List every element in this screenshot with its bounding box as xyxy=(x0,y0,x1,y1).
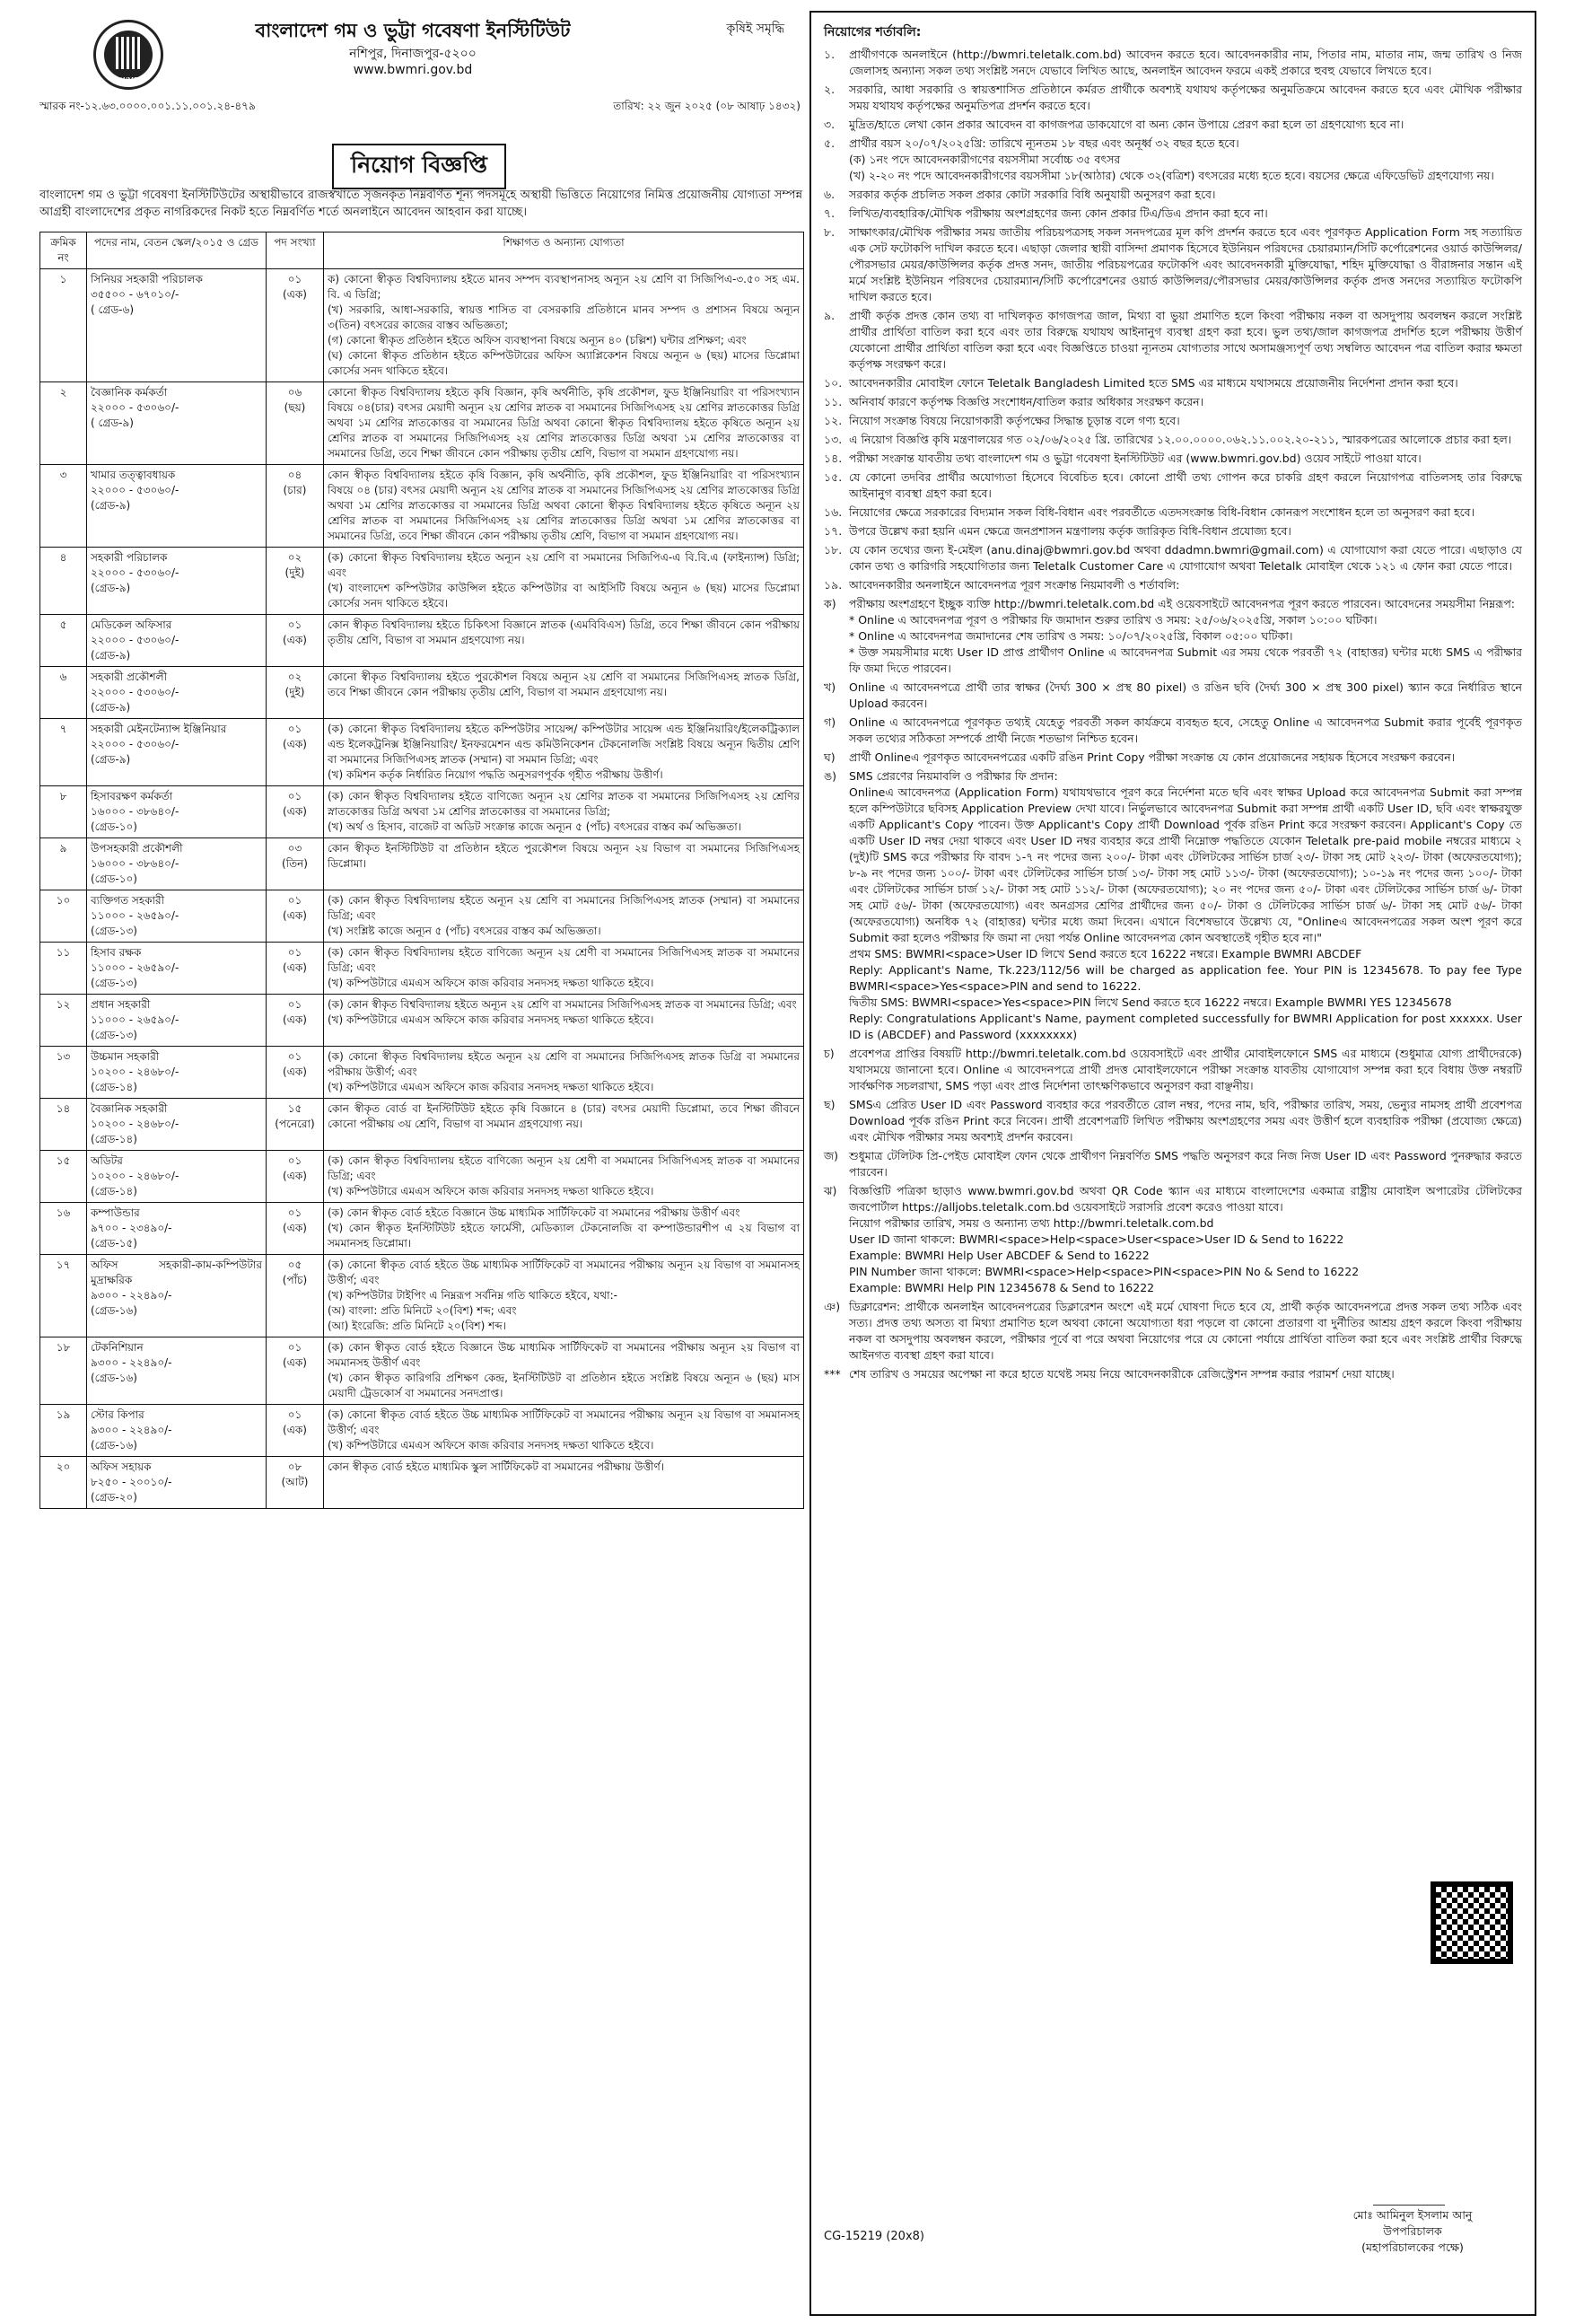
condition-item xyxy=(824,432,1522,448)
ad-code: CG-15219 (20x8) xyxy=(824,2230,924,2243)
count-cell: ০৮ (আট) xyxy=(267,1457,324,1509)
col-header-serial: ক্রমিক নং xyxy=(40,232,87,269)
post-cell: সহকারী মেইনটেন্যান্স ইঞ্জিনিয়ার ২২০০০ - ৫৩০৬০/- (গ্রেড-৯) xyxy=(87,719,267,786)
table-row xyxy=(40,615,804,667)
condition-item xyxy=(824,1183,1522,1296)
count-cell: ০১ (এক) xyxy=(267,615,324,667)
condition-text: SMSএ প্রেরিত User ID এবং Password ব্যবহার করে পরবর্তীতে রোল নম্বর, পদের নাম, ছবি, পরীক্ষার তারিখ, সময়, ভেন্যুর নামসহ প্রার্থী প্রবেশপত্র Download পূর্বক রঙিন Print করে নিবেন। প্রার্থী প্রবেশপত্রটি লিখিত পরীক্ষায় অংশগ্রহণের সময় এবং উত্তীর্ণ হলে ব্যবহারিক পরীক্ষা (প্রযোজ্য ক্ষেত্রে) এবং মৌখিক পরীক্ষার সময় অবশ্যই প্রদর্শন করবেন। xyxy=(849,1098,1522,1144)
serial-cell: ১ xyxy=(40,269,87,382)
condition-number: ১৪. xyxy=(824,452,843,465)
condition-text: ডিক্লারেশন: প্রার্থীকে অনলাইন আবেদনপত্রের ডিক্লারেশন অংশে এই মর্মে ঘোষণা দিতে হবে যে, প্রার্থী কর্তৃক আবেদনপত্রে প্রদত্ত সকল তথ্য সঠিক এবং সত্য। প্রদত্ত তথ্য অসত্য বা মিথ্যা প্রমাণিত হলে অথবা কোনো অযোগ্যতা ধরা পড়লে বা কোনো প্রতারণা বা দুর্নীতির আশ্রয় গ্রহণ করলে কিংবা পরীক্ষায় নকল বা অসদুপায় অবলম্বন করলে, পরীক্ষার পূর্বে বা পরে অথবা নিয়োগের পরে যে কোনো পর্যায়ে প্রার্থিতা বাতিল করা হবে এবং সংশ্লিষ্ট প্রার্থীর বিরুদ্ধে আইনগত ব্যবস্থা গ্রহণ করা যাবে। xyxy=(849,1300,1522,1362)
condition-text: প্রার্থী কর্তৃক প্রদত্ত কোন তথ্য বা দাখিলকৃত কাগজপত্র জাল, মিথ্যা বা ভুয়া প্রমাণিত হলে কিংবা পরীক্ষায় নকল বা অসদুপায় অবলম্বন করলে সংশ্লিষ্ট প্রার্থীর প্রার্থিতা বাতিল করা হবে এবং তার বিরুদ্ধে যথাযথ আইনানুগ ব্যবস্থা গ্রহণ করা হবে। ভুল তথ্য/জাল কাগজপত্র প্রদর্শিত হলে পরীক্ষায় উত্তীর্ণ যেকোনো প্রার্থীর প্রার্থিতা বাতিল করা হবে এবং বিজ্ঞপ্তিতে চাওয়া ন্যূনতম যোগ্যতার সাথে অসামঞ্জস্যপূর্ণ তথ্য সম্বলিত আবেদন পত্র বাতিল করার ক্ষমতা কর্তৃপক্ষ সংরক্ষণ করে। xyxy=(849,309,1522,371)
condition-number: ৯. xyxy=(824,309,836,322)
condition-text: শেষ তারিখ ও সময়ের অপেক্ষা না করে হাতে যথেষ্ট সময় নিয়ে আবেদনকারীকে রেজিস্ট্রেশন সম্পন্ন করার পরামর্শ দেয়া যাচ্ছে। xyxy=(849,1367,1395,1381)
post-cell: উপসহকারী প্রকৌশলী ১৬০০০ - ৩৮৬৪০/- (গ্রেড-১০) xyxy=(87,838,267,890)
condition-text: নিয়োগ সংক্রান্ত বিষয়ে নিয়োগকারী কর্তৃপক্ষের সিদ্ধান্ত চূড়ান্ত বলে গণ্য হবে। xyxy=(849,414,1180,427)
qualification-cell: কোন স্বীকৃত বিশ্ববিদ্যালয় হইতে কৃষি বিজ্ঞান, কৃষি অর্থনীতি, কৃষি প্রকৌশল, ফুড ইঞ্জিনিয়ারিং বা পরিসংখ্যান বিষয়ে ০৪ (চার) বৎসর মেয়াদী অন্যূন ২য় শ্রেণির স্নাতক বা সমমানের সিজিপিএসহ ২য় শ্রেণির স্নাতকোত্তর ডিগ্রি অথবা ১ম শ্রেণির স্নাতকোত্তর বা সমমানের ডিগ্রি অথবা কোনো স্বীকৃত বিশ্ববিদ্যালয় হইতে কৃষিতে অন্যূন ২য় শ্রেণির স্নাতক বা সমমানের সিজিপিএসহ ২য় শ্রেণির স্নাতকোত্তর ডিগ্রি অথবা ১ম শ্রেণির স্নাতকোত্তর বা সমমানের ডিগ্রি, তবে শিক্ষা জীবনে কোন পরীক্ষায় তৃতীয় শ্রেণি, বিভাগ বা সমমান গ্রহণযোগ্য নয়। xyxy=(324,465,804,548)
count-cell: ০৪ (চার) xyxy=(267,465,324,548)
qualification-cell: ক) কোনো স্বীকৃত বিশ্ববিদ্যালয় হইতে মানব সম্পদ ব্যবস্থাপনাসহ অন্যূন ২য় শ্রেণি বা সিজিপিএ-৩.৫০ সহ এম. বি. এ ডিগ্রি; (খ) সরকারি, আধা-সরকারি, স্বায়ত্ত শাসিত বা বেসরকারি প্রতিষ্ঠানে মানব সম্পদ ও প্রশাসন বিষয়ে অন্যূন ৩(তিন) বৎসরের কাজের বাস্তব অভিজ্ঞতা; (গ) কোনো স্বীকৃত প্রতিষ্ঠান হইতে অফিস ব্যবস্থাপনা বিষয়ে অন্যূন ৪০ (চল্লিশ) ঘন্টার প্রশিক্ষণ; এবং (ঘ) কোনো স্বীকৃত প্রতিষ্ঠান হইতে কম্পিউটারের অফিস অ্যাপ্লিকেশন বিষয়ে অন্যূন ৬ (ছয়) মাসের ডিপ্লোমা কোর্সের সনদ থাকিতে হইবে। xyxy=(324,269,804,382)
condition-item xyxy=(824,47,1522,79)
qualification-cell: (ক) কোন স্বীকৃত বিশ্ববিদ্যালয় হইতে বাণিজ্যে অন্যূন ২য় শ্রেণির স্নাতক বা সমমানের সিজিপিএসহ ২য় শ্রেণির স্নাতকোত্তর ডিগ্রি অথবা ১ম শ্রেণির স্নাতকোত্তর বা সমমানের ডিগ্রি; (খ) অর্থ ও হিসাব, বাজেট বা অডিট সংক্রান্ত কাজে অন্যূন ৫ (পাঁচ) বৎসরের বাস্তব কর্ম অভিজ্ঞতা। xyxy=(324,786,804,838)
condition-text: প্রার্থী Onlineএ পূরণকৃত আবেদনপত্রের একটি রঙিন Print Copy পরীক্ষা সংক্রান্ত যে কোন প্রয়োজনের সহায়ক হিসেবে সংরক্ষণ করবেন। xyxy=(849,750,1456,764)
post-cell: অফিস সহায়ক ৮২৫০ - ২০০১০/- (গ্রেড-২০) xyxy=(87,1457,267,1509)
condition-item xyxy=(824,1366,1522,1382)
condition-item xyxy=(824,136,1522,184)
signatory-name: মোঃ আমিনুল ইসলাম আনু xyxy=(1352,2208,1473,2222)
serial-cell: ২ xyxy=(40,382,87,465)
count-cell: ০১ (এক) xyxy=(267,786,324,838)
org-name: বাংলাদেশ গম ও ভুট্টা গবেষণা ইনস্টিটিউট xyxy=(255,20,571,41)
org-address: নশিপুর, দিনাজপুর-৫২০০ xyxy=(349,47,477,61)
condition-number: ঝ) xyxy=(824,1184,837,1197)
table-row xyxy=(40,1255,804,1337)
condition-text: Online এ আবেদনপত্রে প্রার্থী তার স্বাক্ষর (দৈর্ঘ্য 300 × প্রস্থ 80 pixel) ও রঙিন ছবি (দৈর্ঘ্য 300 × প্রস্থ 300 pixel) স্ক্যান করে নির্ধারিত স্থানে Upload করবেন। xyxy=(849,680,1522,710)
serial-cell: ৪ xyxy=(40,548,87,615)
post-cell: ব্যক্তিগত সহকারী ১১০০০ - ২৬৫৯০/- (গ্রেড-১৩) xyxy=(87,890,267,943)
post-cell: হিসাব রক্ষক ১১০০০ - ২৬৫৯০/- (গ্রেড-১৩) xyxy=(87,943,267,995)
count-cell: ১৫ (পনেরো) xyxy=(267,1099,324,1151)
tagline: কৃষিই সমৃদ্ধি xyxy=(726,22,784,36)
table-row xyxy=(40,943,804,995)
table-row xyxy=(40,667,804,719)
table-row xyxy=(40,1203,804,1255)
serial-cell: ১৩ xyxy=(40,1047,87,1099)
condition-text: অনিবার্য কারণে কর্তৃপক্ষ বিজ্ঞপ্তি সংশোধন/বাতিল করার অধিকার সংরক্ষণ করেন। xyxy=(849,395,1204,408)
condition-item xyxy=(824,768,1522,1043)
count-cell: ০১ (এক) xyxy=(267,1405,324,1457)
condition-number: চ) xyxy=(824,1047,835,1060)
serial-cell: ১৬ xyxy=(40,1203,87,1255)
post-cell: সহকারী পরিচালক ২২০০০ - ৫৩০৬০/- (গ্রেড-৯) xyxy=(87,548,267,615)
col-header-count: পদ সংখ্যা xyxy=(267,232,324,269)
post-cell: সহকারী প্রকৌশলী ২২০০০ - ৫৩০৬০/- (গ্রেড-৯) xyxy=(87,667,267,719)
qualification-cell: (ক) কোন স্বীকৃত বিশ্ববিদ্যালয় হইতে অন্যূন ২য় শ্রেণি বা সমমানের সিজিপিএসহ স্নাতক (সম্মান) বা সমমানের ডিগ্রি; এবং (খ) সংশ্লিষ্ট কাজে অন্যূন ৫ (পাঁচ) বৎসরের বাস্তব কর্ম অভিজ্ঞতা। xyxy=(324,890,804,943)
condition-item xyxy=(824,308,1522,373)
serial-cell: ৭ xyxy=(40,719,87,786)
qualification-cell: কোন স্বীকৃত বোর্ড হইতে মাধ্যমিক স্কুল সার্টিফিকেট বা সমমানের পরীক্ষায় উত্তীর্ণ। xyxy=(324,1457,804,1509)
condition-item xyxy=(824,750,1522,766)
qualification-cell: (ক) কোন স্বীকৃত বিশ্ববিদ্যালয় হইতে বাণিজ্যে অন্যূন ২য় শ্রেণী বা সমমানের সিজিপিএসহ স্নাতক বা সমমানের ডিগ্রি; এবং (খ) কম্পিউটারে এমএস অফিসে কাজ করিবার সনদসহ দক্ষতা থাকিতে হইবে। xyxy=(324,943,804,995)
post-cell: স্টোর কিপার ৯৩০০ - ২২৪৯০/- (গ্রেড-১৬) xyxy=(87,1405,267,1457)
intro-text: বাংলাদেশ গম ও ভুট্টা গবেষণা ইনস্টিটিউটের অস্থায়ীভাবে রাজস্বখাতে সৃজনকৃত নিম্নবর্ণিত শূন্য পদসমূহে অস্থায়ী ভিত্তিতে নিয়োগের নিমিত্ত প্রয়োজনীয় যোগ্যতা সম্পন্ন আগ্রহী বাংলাদেশের প্রকৃত নাগরিকদের নিকট হতে নিম্নবর্ণিত শর্তে অনলাইনে আবেদন আহবান করা যাচ্ছে। xyxy=(39,189,802,219)
conditions-column xyxy=(809,11,1536,2316)
table-row xyxy=(40,838,804,890)
condition-text: আবেদনকারীর মোবাইল ফোনে Teletalk Bangladesh Limited হতে SMS এর মাধ্যমে যথাসময়ে প্রয়োজনীয় নির্দেশনা প্রদান করা হবে। xyxy=(849,376,1458,390)
condition-item xyxy=(824,82,1522,114)
condition-item xyxy=(824,596,1522,677)
condition-item xyxy=(824,1299,1522,1364)
condition-number: ১২. xyxy=(824,414,843,427)
condition-item xyxy=(824,715,1522,747)
condition-text: যে কোন তথ্যের জন্য ই-মেইল (anu.dinaj@bwmri.gov.bd অথবা ddadmn.bwmri@gmail.com) এ যোগাযোগ করা যেতে পারে। এছাড়াও যে কোন তথ্য ও কারিগরি সহযোগিতার জন্য Teletalk Customer Care এ যোগাযোগ অথবা Teletalk মোবাইল থেকে ১২১ এ ফোন করা যেতে পারে। xyxy=(849,543,1522,573)
condition-text: সরকার কর্তৃক প্রচলিত সকল প্রকার কোটা সরকারি বিধি অনুযায়ী অনুসরণ করা হবে। xyxy=(849,188,1216,201)
serial-cell: ৮ xyxy=(40,786,87,838)
qualification-cell: (ক) কোনো স্বীকৃত বোর্ড হইতে উচ্চ মাধ্যমিক সার্টিফিকেট বা সমমানের পরীক্ষায় অন্যূন ২য় বিভাগ বা সমমানসহ উত্তীর্ণ; এবং (খ) কম্পিউটার টাইপিং এ নিম্নরূপ সর্বনিম্ন গতি থাকিতে হইবে, যথা:- (অ) বাংলা: প্রতি মিনিটে ২০(বিশ) শব্দ; এবং (আ) ইংরেজি: প্রতি মিনিটে ২০(বিশ) শব্দ। xyxy=(324,1255,804,1337)
qualification-cell: (ক) কোনো স্বীকৃত বোর্ড হইতে উচ্চ মাধ্যমিক সার্টিফিকেট বা সমমানের পরীক্ষায় অন্যূন ২য় বিভাগ বা সমমানসহ উত্তীর্ণ; এবং (খ) কম্পিউটারে এমএস অফিসে কাজ করিবার সনদসহ দক্ষতা থাকিতে হইবে। xyxy=(324,1405,804,1457)
table-row xyxy=(40,890,804,943)
post-cell: বৈজ্ঞানিক সহকারী ১০২০০ - ২৪৬৮০/- (গ্রেড-১৪) xyxy=(87,1099,267,1151)
condition-item xyxy=(824,1148,1522,1180)
condition-number: ৬. xyxy=(824,188,836,201)
condition-text: লিখিত/ব্যবহারিক/মৌখিক পরীক্ষায় অংশগ্রহণের জন্য কোন প্রকার টিএ/ডিএ প্রদান করা হবে না। xyxy=(849,206,1268,220)
condition-number: ১. xyxy=(824,48,836,61)
condition-item xyxy=(824,224,1522,305)
condition-item xyxy=(824,680,1522,712)
table-row xyxy=(40,1099,804,1151)
condition-number: গ) xyxy=(824,715,836,729)
post-cell: প্রধান সহকারী ১১০০০ - ২৬৫৯০/- (গ্রেড-১৩) xyxy=(87,995,267,1047)
count-cell: ০১ (এক) xyxy=(267,1337,324,1405)
count-cell: ০২ (দুই) xyxy=(267,548,324,615)
serial-cell: ৬ xyxy=(40,667,87,719)
signatory-designation: উপপরিচালক xyxy=(1383,2224,1442,2238)
condition-number: ছ) xyxy=(824,1098,836,1111)
condition-number: ১৬. xyxy=(824,505,843,519)
condition-text: এ নিয়োগ বিজ্ঞপ্তি কৃষি মন্ত্রণালয়ের গত ০২/০৬/২০২৫ খ্রি. তারিখের ১২.০০.০০০০.০৬২.১১.০০২.২০-২১১, স্মারকপত্রের আলোকে প্রচার করা হল। xyxy=(849,433,1512,446)
serial-cell: ৫ xyxy=(40,615,87,667)
condition-text: SMS প্রেরণের নিয়মাবলি ও পরীক্ষার ফি প্রদান: Onlineএ আবেদনপত্র (Application Form) যথাযথভাবে পূরণ করে নির্দেশনা মতে ছবি এবং স্বাক্ষর Upload করে আবেদনপত্র Submit করা সম্পন্ন হলে কম্পিউটারে ছবিসহ Application Preview দেখা যাবে। নির্ভুলভাবে আবেদনপত্র Submit করা সম্পন্ন প্রার্থী একটি User ID, ছবি এবং স্বাক্ষরযুক্ত একটি Applicant's Copy পাবেন। উক্ত Applicant's Copy প্রার্থী Download পূর্বক রঙিন Print করে সংরক্ষণ করবেন। Applicant's Copy তে একটি User ID নম্বর দেয়া থাকবে এবং User ID নম্বর ব্যবহার করে প্রার্থী নিম্নোক্ত পদ্ধতিতে যেকোন Teletalk pre-paid mobile নম্বরের মাধ্যমে ২ (দুই)টি SMS করে পরীক্ষার ফি বাবদ ১-৭ নং পদের জন্য ২০০/- টাকা এবং টেলিটকের সার্ভিস চার্জ ২৩/- টাকা সহ মোট ২২৩/- টাকা (অফেরতযোগ্য); ৮-৯ নং পদের জন্য ১০০/- টাকা এবং টেলিটকের সার্ভিস চার্জ ১৩/- টাকা সহ মোট ১১৩/- টাকা (অফেরতযোগ্য); ১০-১৯ নং পদের জন্য ১০০/- টাকা এবং টেলিটকের সার্ভিস চার্জ ১২/- টাকা সহ মোট ১১২/- টাকা (অফেরতযোগ্য); ২০ নং পদের জন্য ৫০/- টাকা এবং টেলিটকের সার্ভিস চার্জ ৬/- টাকা সহ মোট ৫৬/- টাকা (অফেরতযোগ্য) এবং অনগ্রসর শ্রেণির প্রার্থীদের জন্য ৫০/- টাকা ও টেলিটকের সার্ভিস চার্জ ৬/- টাকা সহ মোট ৫৬/- টাকা (অফেরতযোগ্য) অনধিক ৭২ (বাহাত্তর) ঘন্টার মধ্যে জমা দিবেন। এখানে বিশেষভাবে উল্লেখ্য যে, "Onlineএ আবেদনপত্রের সকল অংশ পূরণ করে Submit করা হলেও পরীক্ষার ফি জমা না দেয়া পর্যন্ত Online আবেদনপত্র কোন অবস্থাতেই গৃহীত হবে না।" প্রথম SMS: BWMRI<space>User ID লিখে Send করতে হবে 16222 নম্বরে। Example BWMRI ABCDEF Reply: Applicant's Name, Tk.223/112/56 will be charged as application fee. Your PIN is 12345678. To pay fee Type BWMRI<space>Yes<space>PIN and send to 16222. দ্বিতীয় SMS: BWMRI<space>Yes<space>PIN লিখে Send করতে হবে 16222 নম্বরে। Example BWMRI YES 12345678 Reply: Congratulations Applicant's Name, payment completed successfully for BWMRI Application for post xxxxxx. User ID is (ABCDEF) and Password (xxxxxxxx) xyxy=(849,769,1522,1041)
condition-text: আবেদনকারীর অনলাইনে আবেদনপত্র পূরণ সংক্রান্ত নিয়মাবলী ও শর্তাবলি: xyxy=(849,578,1180,592)
condition-number: খ) xyxy=(824,680,836,694)
condition-number: ৮. xyxy=(824,225,836,239)
post-cell: হিসাবরক্ষণ কর্মকর্তা ১৬০০০ - ৩৮৬৪০/- (গ্রেড-১০) xyxy=(87,786,267,838)
count-cell: ০১ (এক) xyxy=(267,1203,324,1255)
post-cell: বৈজ্ঞানিক কর্মকর্তা ২২০০০ - ৫৩০৬০/- ( গ্রেড-৯) xyxy=(87,382,267,465)
condition-text: সাক্ষাৎকার/মৌখিক পরীক্ষার সময় জাতীয় পরিচয়পত্রসহ সকল সনদপত্রের মূল কপি প্রদর্শন করতে হবে এবং পূরণকৃত Application Form সহ সত্যায়িত এক সেট ফটোকপি দাখিল করতে হবে। এছাড়া জেলার স্থায়ী বাসিন্দা প্রমাণক হিসেবে ইউনিয়ন পরিষদের চেয়ারম্যান/সিটি কর্পোরেশনের ওয়ার্ড কাউন্সিলর/পৌরসভার মেয়র/কাউন্সিলর কর্তৃক প্রদত্ত সনদ, জাতীয় পরিচয়পত্রের ফটোকপি এবং আবেদনকারী মুক্তিযোদ্ধা, শহিদ মুক্তিযোদ্ধা ও বীরাঙ্গনার সন্তান এই মর্মে সংশ্লিষ্ট ইউনিয়ন পরিষদের চেয়ারম্যান/সিটি কর্পোরেশনের ওয়ার্ড কাউন্সিলর/পৌরসভার মেয়র/কাউন্সিলর কর্তৃক প্রদত্ত সনদের সত্যায়িত ফটোকপি দাখিল করতে হবে। xyxy=(849,225,1522,303)
condition-item xyxy=(824,451,1522,467)
count-cell: ০৩ (তিন) xyxy=(267,838,324,890)
qr-code xyxy=(1431,1881,1513,1964)
condition-text: প্রবেশপত্র প্রাপ্তির বিষয়টি http://bwmri.teletalk.com.bd ওয়েবসাইটে এবং প্রার্থীর মোবাইলফোনে SMS এর মাধ্যমে (শুধুমাত্র যোগ্য প্রার্থীদেরকে) যথাসময়ে জানানো হবে। Online এ আবেদনপত্রে প্রার্থী প্রদত্ত মোবাইলফোনে পরীক্ষা সংক্রান্ত যাবতীয় যোগাযোগ সম্পন্ন করা হবে বিধায় উক্ত নম্বরটি সার্বক্ষণিক সচলরাখা, SMS পড়া এবং প্রাপ্ত নির্দেশনা তাৎক্ষণিকভাবে অনুসরণ করা বাঞ্ছনীয়। xyxy=(849,1047,1522,1092)
condition-text: Online এ আবেদনপত্রে পূরণকৃত তথ্যই যেহেতু পরবর্তী সকল কার্যক্রমে ব্যবহৃত হবে, সেহেতু Online এ আবেদনপত্র Submit করার পূর্বেই পূরণকৃত সকল তথ্যের সঠিকতা সম্পর্কে প্রার্থী নিজে শতভাগ নিশ্চিত হবেন। xyxy=(849,715,1522,745)
condition-text: পরীক্ষা সংক্রান্ত যাবতীয় তথ্য বাংলাদেশ গম ও ভুট্টা গবেষণা ইনস্টিটিউট এর (www.bwmri.gov.bd) ওয়েব সাইটে পাওয়া যাবে। xyxy=(849,452,1422,465)
condition-number: ১০. xyxy=(824,376,843,390)
qualification-cell: (ক) কোনো স্বীকৃত বিশ্ববিদ্যালয় হইতে কম্পিউটার সায়েন্স/ কম্পিউটার সায়েন্স এন্ড ইঞ্জিনিয়ারিং/ইলেকট্রিক্যাল এন্ড ইলেকট্রনিক্স ইঞ্জিনিয়ারিং/ ইনফরমেশন এন্ড কমিউনিকেশন টেকনোলজি সংশ্লিষ্ট বিষয়ে অন্যূন দ্বিতীয় শ্রেণি বা সমমানের সিজিপিএসহ স্নাতক (সম্মান) বা সমমান ডিগ্রি; এবং (খ) কমিশন কর্তৃক নির্ধারিত নিয়োগ পদ্ধতি অনুসরণপূর্বক গৃহীত পরীক্ষায় উত্তীর্ণ। xyxy=(324,719,804,786)
notice-date: তারিখ: ২২ জুন ২০২৫ (০৮ আষাঢ় ১৪৩২) xyxy=(613,100,801,112)
condition-text: সরকারি, আধা সরকারি ও স্বায়ত্তশাসিত প্রতিষ্ঠানে কর্মরত প্রার্থীকে অবশ্যই যথাযথ কর্তৃপক্ষের অনুমতিক্রমে আবেদন করতে হবে এবং মৌখিক পরীক্ষার সময় যথাযথ কর্তৃপক্ষের অনুমতিপত্র প্রদর্শন করতে হবে। xyxy=(849,83,1522,112)
table-row xyxy=(40,1047,804,1099)
memo-number: স্মারক নং-১২.৬৩.০০০০.০০১.১১.০০১.২৪-৪৭৯ xyxy=(39,100,256,112)
condition-item xyxy=(824,117,1522,133)
post-cell: অফিস সহকারী-কাম-কম্পিউটার মুদ্রাক্ষরিক ৯৩০০ - ২২৪৯০/- (গ্রেড-১৬) xyxy=(87,1255,267,1337)
condition-number: ১৩. xyxy=(824,433,843,446)
condition-number: ঙ) xyxy=(824,769,837,783)
signatory-office: (মহাপরিচালকের পক্ষে) xyxy=(1361,2241,1464,2254)
condition-number: *** xyxy=(824,1367,841,1381)
condition-number: ১৮. xyxy=(824,543,843,557)
condition-text: শুধুমাত্র টেলিটক প্রি-পেইড মোবাইল ফোন থেকে প্রার্থীগণ নিম্নবর্ণিত SMS পদ্ধতি অনুসরণ করে নিজ নিজ User ID এবং Password পুনরুদ্ধার করতে পারবেন। xyxy=(849,1149,1522,1179)
qualification-cell: কোনো স্বীকৃত বিশ্ববিদ্যালয় হইতে পুরকৌশল বিষয়ে অন্যূন ২য় শ্রেণি বা সমমানের সিজিপিএসহ স্নাতক ডিগ্রি, তবে শিক্ষা জীবনে কোন পরীক্ষায় তৃতীয় শ্রেণি, বিভাগ বা সমমান গ্রহণযোগ্য নয়। xyxy=(324,667,804,719)
condition-number: ক) xyxy=(824,597,836,610)
condition-item xyxy=(824,206,1522,222)
serial-cell: ৩ xyxy=(40,465,87,548)
qualification-cell: (ক) কোন স্বীকৃত বিশ্ববিদ্যালয় হইতে অন্যূন ২য় শ্রেণি বা সমমানের সিজিপিএসহ স্নাতক বা সমমানের ডিগ্রি; এবং (খ) কম্পিউটারে এমএস অফিসে কাজ করিবার সনদসহ দক্ষতা থাকিতে হইবে। xyxy=(324,995,804,1047)
serial-cell: ৯ xyxy=(40,838,87,890)
qualification-cell: (ক) কোন স্বীকৃত বোর্ড হইতে বিজ্ঞানে উচ্চ মাধ্যমিক সার্টিফিকেট বা সমমানের পরীক্ষায় উত্তীর্ণ এবং (খ) কোন স্বীকৃত ইনস্টিটিউট হইতে ফার্মেসী, মেডিক্যাল টেকনোলজি বা কম্পাউন্ডারশীপ এ ২য় বিভাগ বা সমমানসহ ডিপ্লোমা। xyxy=(324,1203,804,1255)
institute-logo: BWMRI xyxy=(93,20,163,90)
count-cell: ০১ (এক) xyxy=(267,890,324,943)
qualification-cell: কোনো স্বীকৃত বিশ্ববিদ্যালয় হইতে কৃষি বিজ্ঞান, কৃষি অর্থনীতি, কৃষি প্রকৌশল, ফুড ইঞ্জিনিয়ারিং বা পরিসংখ্যান বিষয়ে ০৪(চার) বৎসর মেয়াদী অন্যূন ২য় শ্রেণির স্নাতক বা সমমানের সিজিপিএসহ ২য় শ্রেণির স্নাতকোত্তর ডিগ্রি অথবা ১ম শ্রেণির স্নাতকোত্তর বা সমমানের ডিগ্রি অথবা কোনো স্বীকৃত বিশ্ববিদ্যালয় হইতে কৃষিতে অন্যূন ২য় শ্রেণির স্নাতক বা সমমানের সিজিপিএসহ ২য় শ্রেণির স্নাতকোত্তর ডিগ্রি অথবা ১ম শ্রেণির স্নাতকোত্তর বা সমমানের ডিগ্রি, তবে শিক্ষা জীবনে কোন পরীক্ষায় তৃতীয় শ্রেণি, বিভাগ বা সমমান গ্রহণযোগ্য নয়। xyxy=(324,382,804,465)
conditions-title: নিয়োগের শর্তাবলি: xyxy=(824,25,922,39)
post-cell: উচ্চমান সহকারী ১০২০০ - ২৪৬৮০/- (গ্রেড-১৪) xyxy=(87,1047,267,1099)
count-cell: ০৬ (ছয়) xyxy=(267,382,324,465)
post-cell: সিনিয়র সহকারী পরিচালক ৩৫৫০০ - ৬৭০১০/- ( গ্রেড-৬) xyxy=(87,269,267,382)
condition-item xyxy=(824,375,1522,391)
table-row xyxy=(40,1337,804,1405)
notice-title: নিয়োগ বিজ্ঞপ্তি xyxy=(332,144,506,189)
condition-text: উপরে উল্লেখ করা হয়নি এমন ক্ষেত্রে জনপ্রশাসন মন্ত্রণালয় কর্তৃক জারিকৃত বিধি-বিধান প্রযোজ্য হবে। xyxy=(849,524,1291,538)
condition-item xyxy=(824,1097,1522,1145)
count-cell: ০৫ (পাঁচ) xyxy=(267,1255,324,1337)
condition-item xyxy=(824,577,1522,593)
count-cell: ০১ (এক) xyxy=(267,1047,324,1099)
table-header-row xyxy=(40,232,804,269)
qualification-cell: (ক) কোনো স্বীকৃত বিশ্ববিদ্যালয় হইতে অন্যূন ২য় শ্রেণি বা সমমানের সিজিপিএসহ স্নাতক ডিগ্রি বা সমমানের পরীক্ষায় উত্তীর্ণ; এবং (খ) কম্পিউটারে এমএস অফিসে কাজ করিবার সনদসহ দক্ষতা থাকিতে হইবে। xyxy=(324,1047,804,1099)
serial-cell: ২০ xyxy=(40,1457,87,1509)
table-row xyxy=(40,1151,804,1203)
condition-item xyxy=(824,542,1522,574)
condition-number: ২. xyxy=(824,83,836,96)
count-cell: ০১ (এক) xyxy=(267,943,324,995)
condition-item xyxy=(824,413,1522,429)
serial-cell: ১৭ xyxy=(40,1255,87,1337)
condition-item xyxy=(824,394,1522,410)
condition-text: বিজ্ঞপ্তিটি পত্রিকা ছাড়াও www.bwmri.gov.bd অথবা QR Code স্ক্যান এর মাধ্যমে বাংলাদেশের একমাত্র রাষ্ট্রীয় মোবাইল অপারেটর টেলিটকের জবপোর্টাল https://alljobs.teletalk.com.bd ওয়েবসাইটে সরাসরি প্রবেশ করেও পাওয়া যাবে। নিয়োগ পরীক্ষার তারিখ, সময় ও অন্যান্য তথ্য http://bwmri.teletalk.com.bd User ID জানা থাকলে: BWMRI<space>Help<space>User<space>User ID & Send to 16222 Example: BWMRI Help User ABCDEF & Send to 16222 PIN Number জানা থাকলে: BWMRI<space>Help<space>PIN<space>PIN No & Send to 16222 Example: BWMRI Help PIN 12345678 & Send to 16222 xyxy=(849,1184,1522,1294)
table-row xyxy=(40,1405,804,1457)
count-cell: ০১ (এক) xyxy=(267,995,324,1047)
serial-cell: ১৫ xyxy=(40,1151,87,1203)
condition-text: নিয়োগের ক্ষেত্রে সরকারের বিদ্যমান সকল বিধি-বিধান এবং পরবর্তীতে এতদসংক্রান্ত বিধি-বিধান কোনরূপ সংশোধন হলে তা অনুসরণ করা হবে। xyxy=(849,505,1475,519)
condition-item xyxy=(824,523,1522,539)
post-cell: টেকনিশিয়ান ৯৩০০ - ২২৪৯০/- (গ্রেড-১৬) xyxy=(87,1337,267,1405)
table-row xyxy=(40,548,804,615)
post-cell: মেডিকেল অফিসার ২২০০০ - ৫৩০৬০/- (গ্রেড-৯) xyxy=(87,615,267,667)
serial-cell: ১১ xyxy=(40,943,87,995)
table-row xyxy=(40,382,804,465)
qualification-cell: কোন স্বীকৃত বিশ্ববিদ্যালয় হইতে চিকিৎসা বিজ্ঞানে স্নাতক (এমবিবিএস) ডিগ্রি, তবে শিক্ষা জীবনে কোন পরীক্ষায় তৃতীয় শ্রেণি, বিভাগ বা সমমান গ্রহণযোগ্য নয়। xyxy=(324,615,804,667)
col-header-post: পদের নাম, বেতন স্কেল/২০১৫ ও গ্রেড xyxy=(87,232,267,269)
signature-block xyxy=(1314,2185,1511,2256)
table-row xyxy=(40,1457,804,1509)
qualification-cell: (ক) কোনো স্বীকৃত বিশ্ববিদ্যালয় হইতে অন্যূন ২য় শ্রেণি বা সমমানের সিজিপিএ-এ বি.বি.এ (ফাইন্যান্স) ডিগ্রি; এবং (খ) বাংলাদেশ কম্পিউটার কাউন্সিল হইতে কম্পিউটার বা আইসিটি বিষয়ে অন্যূন ৬ (ছয়) মাসের ডিপ্লোমা কোর্সের সনদ থাকিতে হইবে। xyxy=(324,548,804,615)
condition-item xyxy=(824,504,1522,521)
condition-number: ৩. xyxy=(824,118,836,131)
header xyxy=(36,11,806,129)
table-row xyxy=(40,995,804,1047)
count-cell: ০১ (এক) xyxy=(267,269,324,382)
count-cell: ০১ (এক) xyxy=(267,719,324,786)
qualification-cell: কোন স্বীকৃত বোর্ড বা ইনস্টিটিউট হইতে কৃষি বিজ্ঞানে ৪ (চার) বৎসর মেয়াদী ডিপ্লোমা, তবে শিক্ষা জীবনে কোনো পরীক্ষায় ৩য় শ্রেণি, বিভাগ বা সমমান গ্রহণযোগ্য নয়। xyxy=(324,1099,804,1151)
conditions-list xyxy=(824,47,1522,1382)
condition-number: ৭. xyxy=(824,206,836,220)
condition-text: মুদ্রিত/হাতে লেখা কোন প্রকার আবেদন বা কাগজপত্র ডাকযোগে বা অন্য কোন উপায়ে প্রেরণ করা হলে তা গ্রহণযোগ্য হবে না। xyxy=(849,118,1404,131)
condition-number: ১৯. xyxy=(824,578,843,592)
table-row xyxy=(40,269,804,382)
post-cell: অডিটর ১০২০০ - ২৪৬৮০/- (গ্রেড-১৪) xyxy=(87,1151,267,1203)
condition-item xyxy=(824,469,1522,502)
qualification-cell: কোন স্বীকৃত ইনস্টিটিউট বা প্রতিষ্ঠান হইতে পুরকৌশল বিষয়ে অন্যূন ২য় বিভাগ বা সমমানের সিজিপিএসহ ডিপ্লোমা। xyxy=(324,838,804,890)
serial-cell: ১০ xyxy=(40,890,87,943)
serial-cell: ১৮ xyxy=(40,1337,87,1405)
post-cell: কম্পাউন্ডার ৯৭০০ - ২৩৪৯০/- (গ্রেড-১৫) xyxy=(87,1203,267,1255)
post-cell: খামার তত্ত্বাবধায়ক ২২০০০ - ৫৩০৬০/- (গ্রেড-৯) xyxy=(87,465,267,548)
serial-cell: ১৪ xyxy=(40,1099,87,1151)
qualification-cell: (ক) কোন স্বীকৃত বোর্ড হইতে বিজ্ঞানে উচ্চ মাধ্যমিক সার্টিফিকেট বা সমমানের পরীক্ষায় অন্যূন ২য় বিভাগ বা সমমানসহ উত্তীর্ণ এবং (খ) কোন স্বীকৃত কারিগরি প্রশিক্ষণ কেন্দ্র, ইনস্টিটিউট বা প্রতিষ্ঠান হইতে সংশ্লিষ্ট বিষয়ে অন্যূন ৬ (ছয়) মাস মেয়াদী ট্রেডকোর্স বা সমমানের সনদপ্রাপ্ত। xyxy=(324,1337,804,1405)
condition-text: প্রার্থীগণকে অনলাইনে (http://bwmri.teletalk.com.bd) আবেদন করতে হবে। আবেদনকারীর নাম, পিতার নাম, মাতার নাম, জন্ম তারিখ ও নিজ জেলাসহ অন্যান্য সকল তথ্য সংশ্লিষ্ট সনদে যেভাবে লিখিত আছে, অনলাইন আবেদন ফরমে একই প্রকারে হুবহু যেভাবে লিখতে হবে। xyxy=(849,48,1522,77)
condition-text: যে কোনো তদবির প্রার্থীর অযোগ্যতা হিসেবে বিবেচিত হবে। কোনো প্রার্থী তথ্য গোপন করে চাকরি গ্রহণ করলে নিয়োগপত্র বাতিলসহ তার বিরুদ্ধে আইনানুগ ব্যবস্থা গ্রহণ করা হবে। xyxy=(849,470,1522,500)
left-column xyxy=(36,11,806,1504)
table-row xyxy=(40,719,804,786)
count-cell: ০২ (দুই) xyxy=(267,667,324,719)
condition-text: প্রার্থীর বয়স ২০/০৭/২০২৫খ্রি: তারিখে ন্যূনতম ১৮ বছর এবং অনূর্ধ্ব ৩২ বছর হতে হবে। (ক) ১নং পদে আবেদনকারীগণের বয়সসীমা সর্বোচ্চ ৩৫ বৎসর (খ) ২-২০ নং পদে আবেদনকারীগণের বয়সসীমা ১৮(আঠার) থেকে ৩২(বত্রিশ) বৎসরের মধ্যে হতে হবে। বয়সের ক্ষেত্রে এফিডেভিট গ্রহণযোগ্য নয়। xyxy=(849,136,1494,182)
condition-number: ১১. xyxy=(824,395,843,408)
signature-scribble xyxy=(1373,2185,1452,2206)
condition-number: ৫. xyxy=(824,136,836,150)
table-row xyxy=(40,786,804,838)
serial-cell: ১২ xyxy=(40,995,87,1047)
serial-cell: ১৯ xyxy=(40,1405,87,1457)
org-website: www.bwmri.gov.bd xyxy=(353,63,473,77)
condition-item xyxy=(824,1046,1522,1094)
condition-item xyxy=(824,187,1522,203)
condition-number: ১৭. xyxy=(824,524,843,538)
condition-number: জ) xyxy=(824,1149,839,1162)
qualification-cell: (ক) কোন স্বীকৃত বিশ্ববিদ্যালয় হইতে বাণিজ্যে অন্যূন ২য় শ্রেণী বা সমমানের সিজিপিএসহ স্নাতক বা সমমানের ডিগ্রি; এবং (খ) কম্পিউটারে এমএস অফিসে কাজ করিবার সনদসহ দক্ষতা থাকিতে হইবে। xyxy=(324,1151,804,1203)
condition-number: ১৫. xyxy=(824,470,843,484)
count-cell: ০১ (এক) xyxy=(267,1151,324,1203)
posts-table xyxy=(39,232,804,1509)
table-row xyxy=(40,465,804,548)
condition-text: পরীক্ষায় অংশগ্রহণে ইচ্ছুক ব্যক্তি http://bwmri.teletalk.com.bd এই ওয়েবসাইটে আবেদনপত্র পূরণ করতে পারবেন। আবেদনের সময়সীমা নিম্নরূপ: * Online এ আবেদনপত্র পূরণ ও পরীক্ষার ফি জমাদান শুরুর তারিখ ও সময়: ২৫/০৬/২০২৫খ্রি, সকাল ১০:০০ ঘটিকা। * Online এ আবেদনপত্র জমাদানের শেষ তারিখ ও সময়: ১০/০৭/২০২৫খ্রি, বিকাল ০৫:০০ ঘটিকা। * উক্ত সময়সীমার মধ্যে User ID প্রাপ্ত প্রার্থীগণ Online এ আবেদনপত্র Submit এর সময় থেকে পরবর্তী ৭২ (বাহাত্তর) ঘন্টার মধ্যে SMS এ পরীক্ষার ফি জমা দিতে পারবেন। xyxy=(849,597,1522,675)
condition-number: ঞ) xyxy=(824,1300,841,1313)
condition-number: ঘ) xyxy=(824,750,836,764)
col-header-qualification: শিক্ষাগত ও অন্যান্য যোগ্যতা xyxy=(324,232,804,269)
